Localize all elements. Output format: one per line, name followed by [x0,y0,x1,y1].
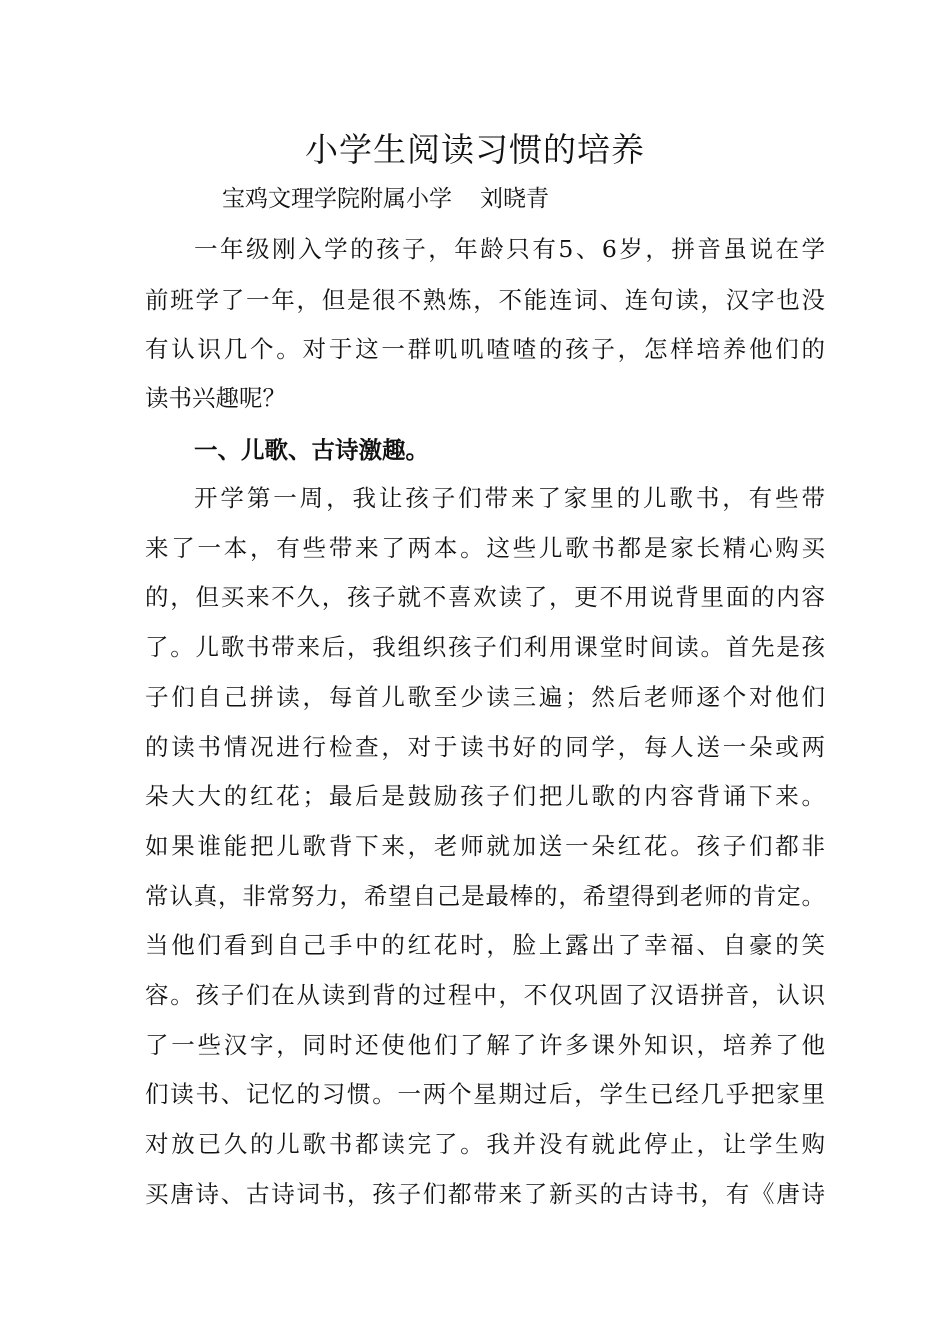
paragraph-line: 子们自己拼读，每首儿歌至少读三遍；然后老师逐个对他们 [145,683,825,711]
paragraph-line: 一年级刚入学的孩子，年龄只有5、6岁，拼音虽说在学 [194,235,825,263]
paragraph-line: 开学第一周，我让孩子们带来了家里的儿歌书，有些带 [194,484,825,512]
paragraph-line: 前班学了一年，但是很不熟炼，不能连词、连句读，汉字也没 [145,286,825,314]
paragraph-line: 对放已久的儿歌书都读完了。我并没有就此停止，让学生购 [145,1130,825,1158]
paragraph-line: 朵大大的红花；最后是鼓励孩子们把儿歌的内容背诵下来。 [145,782,825,810]
paragraph-line: 如果谁能把儿歌背下来，老师就加送一朵红花。孩子们都非 [145,832,825,860]
paragraph-line: 了一些汉字，同时还使他们了解了许多课外知识，培养了他 [145,1031,825,1059]
paragraph-line: 了。儿歌书带来后，我组织孩子们利用课堂时间读。首先是孩 [145,633,825,661]
paragraph-line: 们读书、记忆的习惯。一两个星期过后，学生已经几乎把家里 [145,1080,825,1108]
author-name: 刘晓青 [480,186,549,212]
paragraph-line: 买唐诗、古诗词书，孩子们都带来了新买的古诗书，有《唐诗 [145,1180,825,1208]
paragraph-line: 读书兴趣呢？ [145,384,286,412]
section-heading: 一、儿歌、古诗激趣。 [194,436,429,464]
paragraph-line: 来了一本，有些带来了两本。这些儿歌书都是家长精心购买 [145,534,825,562]
author-byline [222,183,549,215]
document-title: 小学生阅读习惯的培养 [305,130,645,169]
paragraph-line: 常认真，非常努力，希望自己是最棒的，希望得到老师的肯定。 [145,882,825,910]
paragraph-line: 的读书情况进行检查，对于读书好的同学，每人送一朵或两 [145,733,825,761]
author-school: 宝鸡文理学院附属小学 [222,186,452,212]
paragraph-line: 容。孩子们在从读到背的过程中，不仅巩固了汉语拼音，认识 [145,981,825,1009]
paragraph-line: 有认识几个。对于这一群叽叽喳喳的孩子，怎样培养他们的 [145,335,825,363]
paragraph-line: 的，但买来不久，孩子就不喜欢读了，更不用说背里面的内容 [145,583,825,611]
paragraph-line: 当他们看到自己手中的红花时，脸上露出了幸福、自豪的笑 [145,931,825,959]
